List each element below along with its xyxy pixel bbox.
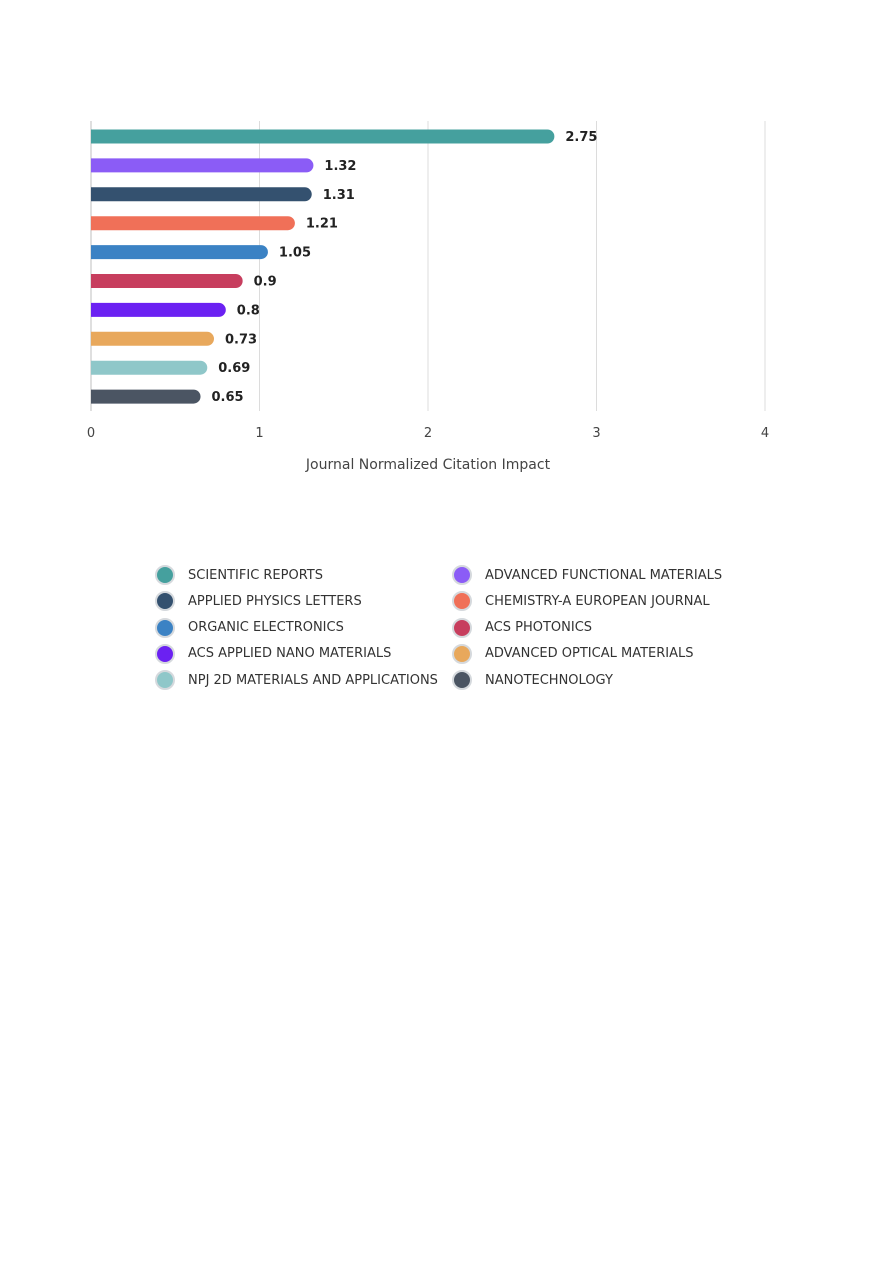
- legend-item[interactable]: [452, 617, 752, 639]
- bar[interactable]: [84, 332, 214, 346]
- legend-swatch-icon: [155, 670, 175, 690]
- legend: [155, 564, 752, 691]
- legend-label: ACS PHOTONICS: [485, 620, 593, 636]
- bar-value-label: 1.32: [324, 158, 357, 174]
- legend-label: SCIENTIFIC REPORTS: [188, 567, 323, 583]
- legend-swatch-icon: [155, 644, 175, 664]
- bar-chart: [0, 0, 893, 500]
- x-tick-label: 1: [255, 426, 264, 441]
- legend-swatch-icon: [452, 644, 472, 664]
- bars: [84, 130, 554, 404]
- bar-value-label: 1.31: [322, 187, 355, 203]
- legend-item[interactable]: [155, 617, 452, 639]
- bar[interactable]: [84, 274, 243, 288]
- legend-swatch-icon: [155, 618, 175, 638]
- bar-value-label: 0.8: [236, 303, 260, 319]
- x-tick-label: 4: [760, 426, 770, 441]
- bar-value-label: 1.21: [305, 216, 338, 232]
- x-tick-label: 0: [86, 426, 96, 441]
- legend-item[interactable]: [452, 669, 752, 691]
- x-tick-label: 2: [423, 426, 433, 441]
- legend-swatch-icon: [452, 565, 472, 585]
- legend-label: ADVANCED FUNCTIONAL MATERIALS: [485, 567, 723, 583]
- legend-label: NANOTECHNOLOGY: [485, 672, 613, 688]
- bar[interactable]: [84, 130, 554, 144]
- legend-label: ACS APPLIED NANO MATERIALS: [188, 646, 392, 662]
- bar[interactable]: [84, 303, 226, 317]
- bar[interactable]: [84, 187, 312, 201]
- bar-value-label: 0.9: [253, 274, 277, 290]
- bar-value-label: 0.69: [218, 361, 251, 377]
- bar[interactable]: [84, 361, 207, 375]
- bar[interactable]: [84, 390, 201, 404]
- legend-label: NPJ 2D MATERIALS AND APPLICATIONS: [188, 672, 438, 688]
- x-axis-title: Journal Normalized Citation Impact: [305, 457, 551, 473]
- bar[interactable]: [84, 245, 268, 259]
- legend-label: ADVANCED OPTICAL MATERIALS: [485, 646, 694, 662]
- x-axis-ticks: [87, 426, 769, 441]
- bar-value-label: 0.65: [211, 390, 244, 406]
- x-tick-label: 3: [592, 426, 601, 441]
- legend-item[interactable]: [452, 590, 752, 612]
- legend-label: ORGANIC ELECTRONICS: [188, 620, 344, 636]
- legend-item[interactable]: [155, 564, 452, 586]
- bar-value-label: 1.05: [278, 245, 312, 261]
- legend-swatch-icon: [155, 591, 175, 611]
- legend-item[interactable]: [155, 669, 452, 691]
- bar-value-label: 2.75: [565, 130, 598, 145]
- bar[interactable]: [84, 158, 313, 172]
- legend-swatch-icon: [452, 618, 472, 638]
- legend-item[interactable]: [452, 643, 752, 665]
- legend-swatch-icon: [155, 565, 175, 585]
- bar-value-label: 0.73: [225, 332, 258, 348]
- legend-item[interactable]: [452, 564, 752, 586]
- bar[interactable]: [84, 216, 295, 230]
- legend-item[interactable]: [155, 590, 452, 612]
- legend-label: CHEMISTRY-A EUROPEAN JOURNAL: [485, 593, 710, 609]
- legend-swatch-icon: [452, 591, 472, 611]
- legend-swatch-icon: [452, 670, 472, 690]
- legend-label: APPLIED PHYSICS LETTERS: [188, 593, 362, 609]
- legend-item[interactable]: [155, 643, 452, 665]
